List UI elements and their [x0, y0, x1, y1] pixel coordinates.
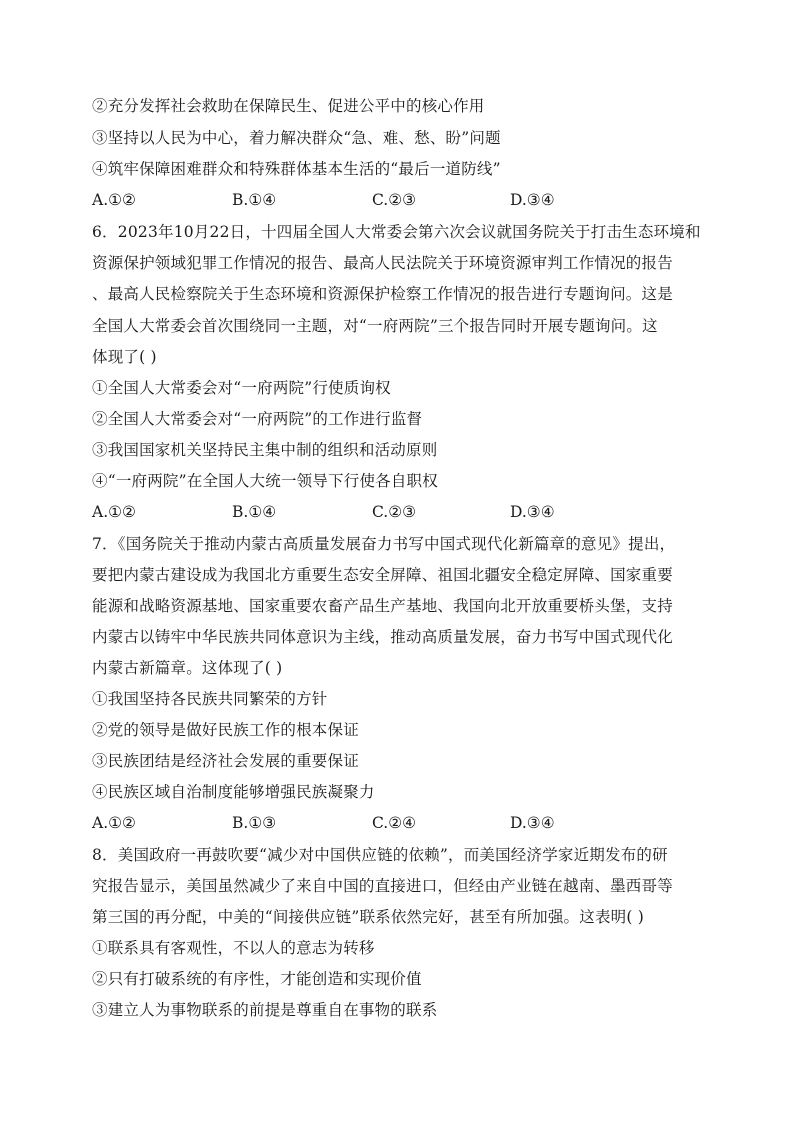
q7-stem-line-1: 7．《国务院关于推动内蒙古高质量发展奋力书写中国式现代化新篇章的意见》提出， [92, 535, 676, 553]
q6-stem-line-2: 资源保护领域犯罪工作情况的报告、最高人民法院关于环境资源审判工作情况的报告 [92, 254, 673, 272]
q5-option-b: B.①④ [232, 191, 277, 209]
q8-stem-line-2: 究报告显示，美国虽然减少了来自中国的直接进口，但经由产业链在越南、墨西哥等 [92, 877, 673, 895]
q5-option-c: C.②③ [372, 191, 417, 209]
q5-statement-4: ④筑牢保障困难群众和特殊群体基本生活的“最后一道防线” [92, 160, 501, 178]
q6-options [92, 502, 702, 522]
q6-statement-1: ①全国人大常委会对“一府两院”行使质询权 [92, 379, 391, 397]
q7-statement-1: ①我国坚持各民族共同繁荣的方针 [92, 690, 328, 708]
q7-options [92, 813, 702, 833]
q5-options [92, 190, 702, 210]
q5-option-d: D.③④ [510, 191, 555, 209]
q7-option-d: D.③④ [510, 814, 555, 832]
q6-option-b: B.①④ [232, 503, 277, 521]
q7-stem-line-2: 要把内蒙古建设成为我国北方重要生态安全屏障、祖国北疆安全稳定屏障、国家重要 [92, 566, 673, 584]
q5-statement-2: ②充分发挥社会救助在保障民生、促进公平中的核心作用 [92, 97, 485, 115]
q7-option-a: A.①② [92, 814, 136, 832]
q7-statement-3: ③民族团结是经济社会发展的重要保证 [92, 752, 359, 770]
q6-option-c: C.②③ [372, 503, 417, 521]
q6-option-d: D.③④ [510, 503, 555, 521]
q6-option-a: A.①② [92, 503, 136, 521]
q6-statement-4: ④“一府两院”在全国人大统一领导下行使各自职权 [92, 472, 438, 490]
q8-statement-1: ①联系具有客观性，不以人的意志为转移 [92, 939, 375, 957]
q5-option-a: A.①② [92, 191, 136, 209]
q7-stem-line-3: 能源和战略资源基地、国家重要农畜产品生产基地、我国向北开放重要桥头堡，支持 [92, 597, 673, 615]
q7-statement-4: ④民族区域自治制度能够增强民族凝聚力 [92, 783, 375, 801]
q7-statement-2: ②党的领导是做好民族工作的根本保证 [92, 721, 359, 739]
q7-option-b: B.①③ [232, 814, 277, 832]
q6-stem-line-4: 全国人大常委会首次围绕同一主题，对“一府两院”三个报告同时开展专题询问。这 [92, 317, 658, 335]
q8-stem-line-3: 第三国的再分配，中美的“间接供应链”联系依然完好，甚至有所加强。这表明( ) [92, 908, 644, 926]
q7-stem-line-4: 内蒙古以铸牢中华民族共同体意识为主线，推动高质量发展，奋力书写中国式现代化 [92, 628, 673, 646]
q8-statement-3: ③建立人为事物联系的前提是尊重自在事物的联系 [92, 1001, 438, 1019]
q6-statement-3: ③我国国家机关坚持民主集中制的组织和活动原则 [92, 441, 438, 459]
q7-stem-line-5: 内蒙古新篇章。这体现了( ) [92, 659, 283, 677]
q6-stem-line-1: 6．2023年10月22日，十四届全国人大常委会第六次会议就国务院关于打击生态环境和 [92, 223, 701, 241]
q6-stem-line-3: 、最高人民检察院关于生态环境和资源保护检察工作情况的报告进行专题询问。这是 [92, 285, 673, 303]
q8-statement-2: ②只有打破系统的有序性，才能创造和实现价值 [92, 970, 422, 988]
q5-statement-3: ③坚持以人民为中心，着力解决群众“急、难、愁、盼”问题 [92, 129, 501, 147]
q6-stem-line-5: 体现了( ) [92, 348, 157, 366]
q8-stem-line-1: 8．美国政府一再鼓吹要“减少对中国供应链的依赖”，而美国经济学家近期发布的研 [92, 846, 668, 864]
q6-statement-2: ②全国人大常委会对“一府两院”的工作进行监督 [92, 410, 423, 428]
q7-option-c: C.②④ [372, 814, 417, 832]
